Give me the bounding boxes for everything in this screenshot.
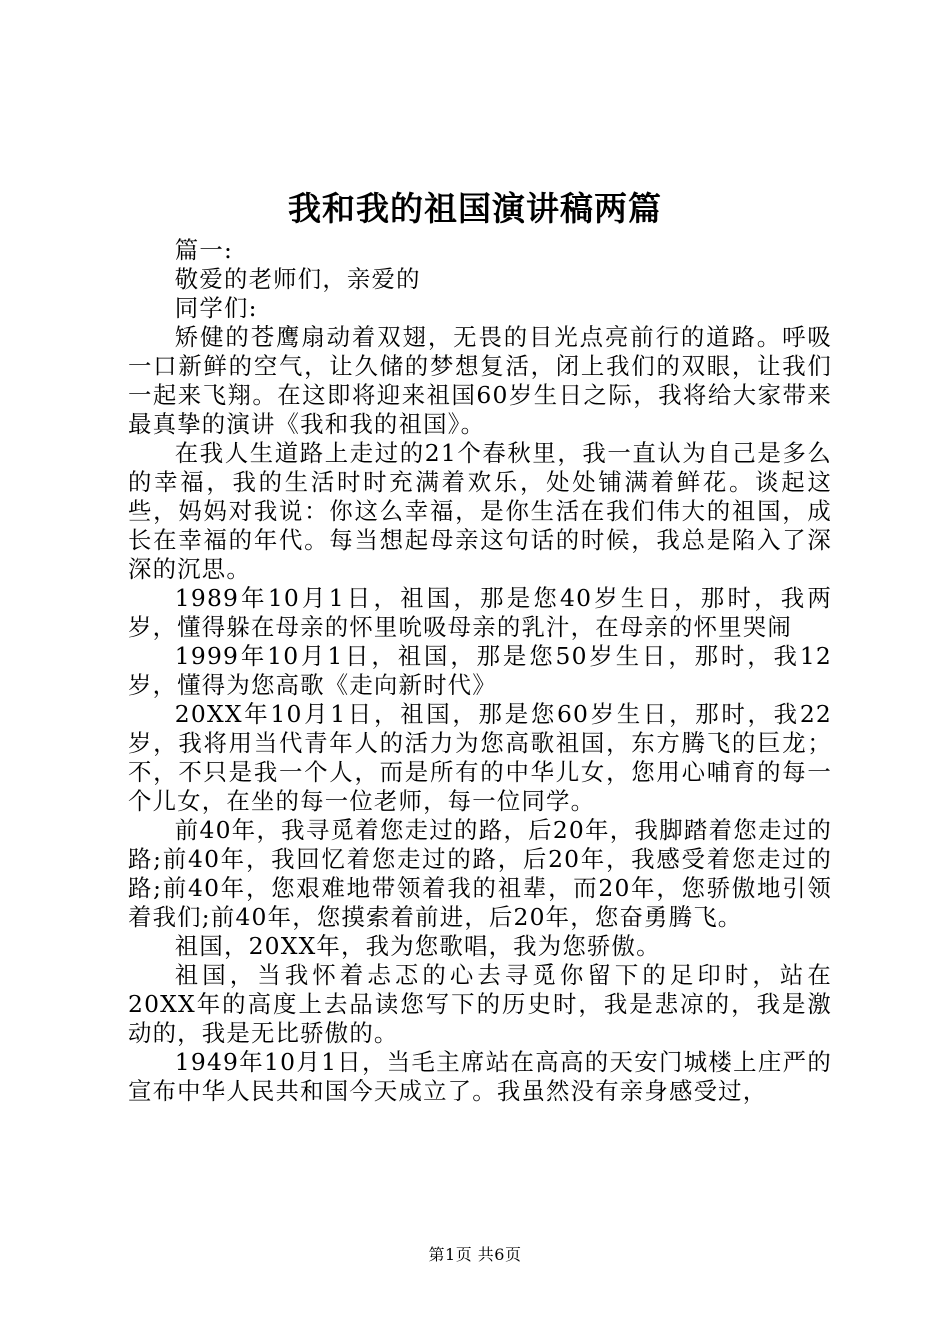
page-footer: 第1页 共6页 [428,1245,522,1264]
paragraph-6: 前40年，我寻觅着您走过的路，后20年，我脚踏着您走过的路;前40年，我回忆着您走过的路，后20年，我感受着您走过的路;前40年，您艰难地带领着我的祖辈，而20年，您骄傲地引领着我们;前40年，您摸索着前进，后20年，您奋勇腾飞。 [128,816,832,931]
paragraph-2: 在我人生道路上走过的21个春秋里，我一直认为自己是多么的幸福，我的生活时时充满着欢乐，处处铺满着鲜花。谈起这些，妈妈对我说：你这么幸福，是你生活在我们伟大的祖国，成长在幸福的年代。每当想起母亲这句话的时候，我总是陷入了深深的沉思。 [128,439,832,583]
paragraph-4: 1999年10月1日，祖国，那是您50岁生日，那时，我12岁，懂得为您高歌《走向新时代》 [128,642,832,699]
paragraph-1: 矫健的苍鹰扇动着双翅，无畏的目光点亮前行的道路。呼吸一口新鲜的空气，让久储的梦想复活，闭上我们的双眼，让我们一起来飞翔。在这即将迎来祖国60岁生日之际，我将给大家带来最真挚的演讲《我和我的祖国》。 [128,323,832,438]
paragraph-8: 祖国，当我怀着忐忑的心去寻觅你留下的足印时，站在20XX年的高度上去品读您写下的历史时，我是悲凉的，我是激动的，我是无比骄傲的。 [128,961,832,1047]
document-title: 我和我的祖国演讲稿两篇 [288,189,662,228]
paragraph-section-label: 篇一: [174,236,234,264]
paragraph-5: 20XX年10月1日，祖国，那是您60岁生日，那时，我22岁，我将用当代青年人的活力为您高歌祖国，东方腾飞的巨龙；不，不只是我一个人，而是所有的中华儿女，您用心哺育的每一个儿女，在坐的每一位老师，每一位同学。 [128,700,832,815]
document-body [128,236,832,1106]
paragraph-7: 祖国，20XX年，我为您歌唱，我为您骄傲。 [174,932,661,960]
paragraph-greeting: 敬爱的老师们，亲爱的 [174,265,421,293]
paragraph-3: 1989年10月1日，祖国，那是您40岁生日，那时，我两岁，懂得躲在母亲的怀里吮吸母亲的乳汁，在母亲的怀里哭闹 [128,584,832,641]
paragraph-greeting-cont: 同学们: [174,294,258,322]
paragraph-9: 1949年10月1日，当毛主席站在高高的天安门城楼上庄严的宣布中华人民共和国今天成立了。我虽然没有亲身感受过， [128,1048,832,1105]
